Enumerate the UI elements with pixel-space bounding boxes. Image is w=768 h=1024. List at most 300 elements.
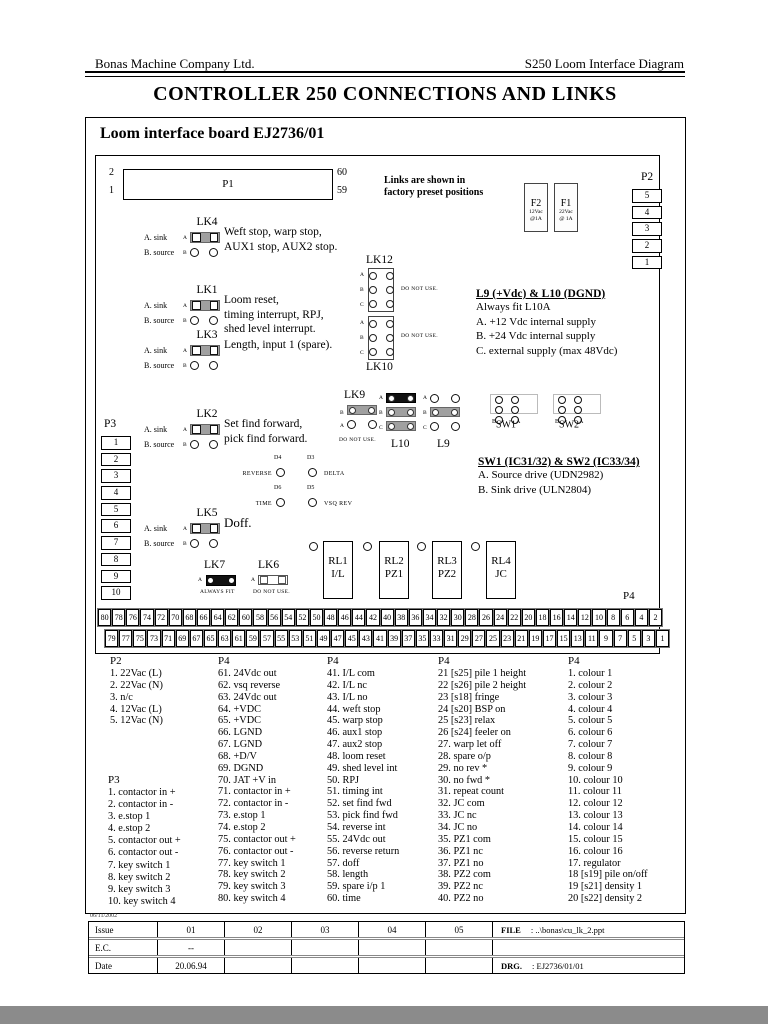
legend-item: 71. contactor in + [218,786,291,798]
issue-cell: 01 [158,922,225,937]
strip-pin: 17 [543,630,556,647]
issue-cell: 02 [225,922,292,937]
legend-item: 7. colour 7 [568,739,613,751]
legend-p4-41-60: P4 41. I/L com 42. I/L nc 43. I/L no 44. weft stop 45. warp stop 46. aux1 stop 47. aux2 stop 48. loom reset 49. shed level int 50. RPJ 51. timing int 52. set find fwd 53. pick find fwd 54. reverse int 55. 24Vdc out 56. reverse return 57. doff 58. length 59. spare i/p 1 60. time [327,655,400,905]
legend-item: 58. length [327,869,369,881]
fuse-f1: F1 22Vac @ 1A [554,183,578,232]
p2-pin-stack [632,189,662,272]
legend-item: 63. 24Vdc out [218,691,277,703]
document-title: S250 Loom Interface Diagram [524,56,684,71]
strip-pin: 72 [155,609,168,626]
legend-item: 20 [s22] density 2 [568,893,643,905]
strip-pin: 29 [458,630,471,647]
legend-item: 13. colour 13 [568,810,623,822]
led-d6-id: D6 [274,485,282,491]
p4-strip-odd [104,629,670,648]
legend-item: 49. shed level int [327,762,398,774]
strip-pin: 43 [359,630,372,647]
sw-note: SW1 (IC31/32) & SW2 (IC33/34) A. Source drive (UDN2982) B. Sink drive (ULN2804) [478,456,640,496]
legend-item: 15. colour 15 [568,833,623,845]
strip-pin: 15 [557,630,570,647]
legend-item: 39. PZ2 nc [438,881,483,893]
p4-strip-even [97,608,663,627]
legend-item: 2. 22Vac (N) [110,679,163,691]
legend-item: 43. I/L no [327,691,368,703]
jumper-lk2: LK2 A. sink B. source A B Set find forward, pick find forward. [144,408,308,449]
strip-pin: 48 [324,609,337,626]
strip-pin: 13 [571,630,584,647]
strip-pin: 61 [232,630,245,647]
legend-item: 22 [s26] pile 2 height [438,679,527,691]
legend-item: 77. key switch 1 [218,857,286,869]
strip-pin: 31 [444,630,457,647]
legend-item: 2. colour 2 [568,679,613,691]
legend-item: 5. colour 5 [568,715,613,727]
strip-pin: 8 [607,609,620,626]
strip-pin: 60 [239,609,252,626]
drg-cell: DRG. : EJ2736/01/01 [501,960,584,971]
legend-p3: P3 1. contactor in + 2. contactor in - 3. e.stop 1 4. e.stop 2 5. contactor out + 6. contactor out - 7. key switch 1 8. key switch 2 9. key switch 3 10. key switch 4 [108,774,181,907]
strip-pin: 27 [472,630,485,647]
legend-item: 59. spare i/p 1 [327,881,386,893]
strip-pin: 18 [536,609,549,626]
strip-pin: 38 [395,609,408,626]
date-cell: 20.06.94 [158,958,225,973]
ec-cell [426,940,493,955]
legend-item: 4. 12Vac (L) [110,703,162,715]
strip-pin: 10 [592,609,605,626]
legend-item: 42. I/L nc [327,679,367,691]
strip-pin: 35 [416,630,429,647]
legend-item: 48. loom reset [327,750,386,762]
legend-item: 29. no rev * [438,762,488,774]
lk12-block [368,268,394,312]
legend-item: 3. e.stop 1 [108,811,151,823]
legend-item: 9. colour 9 [568,762,613,774]
strip-pin: 32 [437,609,450,626]
lk9-row-letters: B A [340,409,344,429]
legend-item: 11. colour 11 [568,786,622,798]
legend-item: 24 [s20] BSP on [438,703,506,715]
legend-item: 69. DGND [218,762,264,774]
relay-led-icon [363,542,372,551]
strip-pin: 14 [564,609,577,626]
legend-item: 5. 12Vac (N) [110,715,163,727]
relay-rl2: RL2 PZ1 [379,541,409,599]
strip-pin: 52 [296,609,309,626]
strip-pin: 70 [169,609,182,626]
p3-pin: 7 [101,536,131,550]
jumper-open-icon [190,248,218,257]
p3-pin: 8 [101,553,131,567]
p3-pin: 10 [101,586,131,600]
led-d6-icon [276,498,285,507]
led-d4-icon [276,468,285,477]
p2-pin: 2 [632,239,662,253]
legend-item: 18 [s19] pile on/off [568,869,648,881]
strip-pin: 34 [423,609,436,626]
legend-p4-61-80: P4 61. 24Vdc out 62. vsq reverse 63. 24Vdc out 64. +VDC 65. +VDC 66. LGND 67. LGND 68. +D/V 69. DGND 70. JAT +V in 71. contactor in + 72. contactor in - 73. e.stop 1 74. e.stop 2 75. contactor out + 76. contactor out - 77. key switch 1 78. key switch 2 79. key switch 3 80. key switch 4 [218,655,296,905]
legend-item: 68. +D/V [218,750,257,762]
strip-pin: 19 [529,630,542,647]
jumper-fitted-icon [190,232,220,243]
led-d4-id: D4 [274,455,282,461]
legend-item: 61. 24Vdc out [218,668,277,679]
strip-pin: 33 [430,630,443,647]
strip-pin: 78 [112,609,125,626]
p2-label: P2 [641,171,654,183]
legend-item: 6. colour 6 [568,727,613,739]
lk10-block [368,316,394,360]
legend-item: 44. weft stop [327,703,381,715]
relay-rl3: RL3 PZ2 [432,541,462,599]
strip-pin: 3 [642,630,655,647]
p3-label: P3 [104,418,117,430]
legend-item: 55. 24Vdc out [327,833,386,845]
lk7-pin: A [198,577,202,583]
jumper-fitted-icon [386,393,416,403]
strip-pin: 69 [176,630,189,647]
p1-pin2: 2 [109,167,114,178]
issue-cell: 04 [359,922,426,937]
led-d5-label: VSQ REV [324,501,353,507]
strip-pin: 24 [494,609,507,626]
l9-block [430,393,460,435]
strip-pin: 62 [225,609,238,626]
strip-pin: 39 [388,630,401,647]
jumper-fitted-icon [347,405,377,415]
p4-label: P4 [623,590,635,602]
strip-pin: 22 [508,609,521,626]
led-d5-id: D5 [307,485,315,491]
jumper-open-icon [430,393,460,403]
legend-item: 16. colour 16 [568,845,623,857]
p1-pin59: 59 [337,185,347,196]
legend-item: 57. doff [327,857,360,869]
lk10-note: DO NOT USE. [401,333,438,339]
jumper-fitted-icon [190,424,220,435]
legend-item: 21 [s25] pile 1 height [438,668,527,679]
ec-cell [292,940,359,955]
led-d3-label: DELTA [324,471,345,477]
legend-item: 54. reverse int [327,821,386,833]
led-d3-icon [308,468,317,477]
date-cell [426,958,493,973]
legend-item: 28. spare o/p [438,750,491,762]
legend-item: 40. PZ2 no [438,893,484,905]
legend-item: 53. pick find fwd [327,810,398,822]
legend-item: 36. PZ1 nc [438,845,483,857]
legend-item: 19 [s21] density 1 [568,881,643,893]
p3-pin-stack [101,436,131,603]
relay-rl1: RL1 I/L [323,541,353,599]
strip-pin: 30 [451,609,464,626]
lk6-pin: A [251,577,255,583]
strip-pin: 53 [289,630,302,647]
strip-pin: 55 [275,630,288,647]
sw1-label: $^BSW1^A$ [492,419,521,431]
p3-pin: 3 [101,469,131,483]
strip-pin: 21 [515,630,528,647]
revision-table [88,921,685,974]
p1-connector: P1 [123,169,333,200]
jumper-fitted-icon [430,407,460,417]
relay-led-icon [471,542,480,551]
legend-item: 47. aux2 stop [327,739,383,751]
legend-item: 79. key switch 3 [218,881,286,893]
legend-p4-1-20: P4 1. colour 1 2. colour 2 3. colour 3 4. colour 4 5. colour 5 6. colour 6 7. colour 7 8. colour 8 9. colour 9 10. colour 10 11. colour 11 12. colour 12 13. colour 13 14. colour 14 15. colour 15 16. colour 16 17. regulator 18 [s19] pile on/off 19 [s21] density 1 20 [s22] density 2 [568,655,648,905]
jumper-open-icon [190,440,218,449]
p3-pin: 2 [101,453,131,467]
strip-pin: 49 [317,630,330,647]
p3-pin: 1 [101,436,131,450]
strip-pin: 63 [218,630,231,647]
lk9-note: DO NOT USE. [339,437,376,443]
page-title: CONTROLLER 250 CONNECTIONS AND LINKS [153,83,617,105]
strip-pin: 51 [303,630,316,647]
p3-pin: 5 [101,503,131,517]
date-cell [359,958,426,973]
strip-pin: 37 [402,630,415,647]
legend-item: 1. contactor in + [108,787,176,798]
legend-item: 70. JAT +V in [218,774,277,786]
p2-pin: 3 [632,222,662,236]
strip-pin: 56 [268,609,281,626]
strip-pin: 26 [479,609,492,626]
board-diagram [95,155,665,654]
strip-pin: 73 [147,630,160,647]
jumper-fitted-icon [190,300,220,311]
strip-pin: 65 [204,630,217,647]
p2-pin: 1 [632,256,662,270]
strip-pin: 45 [345,630,358,647]
lk6-label: LK6 [258,559,280,571]
ec-row: E.C. -- [89,937,684,955]
p3-pin: 4 [101,486,131,500]
strip-pin: 47 [331,630,344,647]
strip-pin: 6 [621,609,634,626]
legend-item: 25 [s23] relax [438,715,496,727]
jumper-lk4: LK4 A. sink B. source A B Weft stop, warp stop, AUX1 stop, AUX2 stop. [144,216,338,257]
legend-item: 74. e.stop 2 [218,821,266,833]
legend-item: 35. PZ1 com [438,833,491,845]
jumper-lk3: LK3 A. sink B. source A B Length, input 1 (spare). [144,329,333,370]
jumper-lk1: LK1 A. sink B. source A B Loom reset, timing interrupt, RPJ, shed level interrupt. [144,284,324,335]
legend-item: 38. PZ2 com [438,869,491,881]
strip-pin: 12 [578,609,591,626]
legend-item: 27. warp let off [438,739,502,751]
strip-pin: 77 [119,630,132,647]
date-cell [292,958,359,973]
legend-item: 50. RPJ [327,774,360,786]
legend-item: 67. LGND [218,739,263,751]
sw1-switch [490,394,538,414]
company-name: Bonas Machine Company Ltd. [95,56,255,71]
p3-pin: 6 [101,519,131,533]
strip-pin: 68 [183,609,196,626]
legend-item: 8. colour 8 [568,750,613,762]
legend-item: 10. colour 10 [568,774,623,786]
p1-pin60: 60 [337,167,347,178]
strip-pin: 71 [162,630,175,647]
strip-pin: 57 [260,630,273,647]
lk6-jumper-icon [258,575,288,585]
legend-item: 45. warp stop [327,715,383,727]
strip-pin: 64 [211,609,224,626]
legend-item: 73. e.stop 1 [218,810,266,822]
viewer-bottom-bar [0,1006,768,1024]
lk7-label: LK7 [204,559,226,571]
legend-item: 5. contactor out + [108,835,181,847]
lk12-row-letters: A B C [360,272,364,308]
board-title: Loom interface board EJ2736/01 [100,125,325,142]
strip-pin: 28 [465,609,478,626]
led-d4-label: REVERSE [242,471,272,477]
strip-pin: 7 [614,630,627,647]
links-note: Links are shown in factory preset positions [384,175,484,198]
ec-cell [225,940,292,955]
strip-pin: 23 [501,630,514,647]
legend-item: 80. key switch 4 [218,893,286,905]
strip-pin: 1 [656,630,669,647]
legend-p4-21-40: P4 21 [s25] pile 1 height 22 [s26] pile 2 height 23 [s18] fringe 24 [s20] BSP on 25 [s23] relax 26 [s24] feeler on 27. warp let off 28. spare o/p 29. no rev * 30. no fwd * 31. repeat count 32. JC com 33. JC nc 34. JC no 35. PZ1 com 36. PZ1 nc 37. PZ1 no 38. PZ2 com 39. PZ2 nc 40. PZ2 no [438,655,527,905]
relay-led-icon [309,542,318,551]
l9-l10-note: L9 (+Vdc) & L10 (DGND) Always fit L10A A. +12 Vdc internal supply B. +24 Vdc internal supply C. external supply (max 48Vdc) [476,288,618,357]
legend-item: 1. 22Vac (L) [110,668,162,679]
strip-pin: 2 [649,609,662,626]
legend-item: 56. reverse return [327,845,400,857]
strip-pin: 46 [338,609,351,626]
ec-cell: -- [158,940,225,955]
legend-item: 34. JC no [438,821,478,833]
led-d6-label: TIME [255,501,272,507]
sw2-label: $^BSW2^A$ [555,419,584,431]
legend-item: 7. key switch 1 [108,859,171,871]
legend-item: 46. aux1 stop [327,727,383,739]
legend-item: 6. contactor out - [108,847,179,859]
legend-item: 3. n/c [110,691,133,703]
fuse-f2: F2 12Vac @1A [524,183,548,232]
legend-item: 23 [s18] fringe [438,691,500,703]
jumper-fitted-icon [190,345,220,356]
l10-block [386,393,416,435]
strip-pin: 74 [140,609,153,626]
legend-item: 32. JC com [438,798,485,810]
strip-pin: 67 [190,630,203,647]
strip-pin: 76 [126,609,139,626]
date-stamp: 06/11/2002 [90,913,118,919]
jumper-open-icon [190,361,218,370]
lk12-label: LK12 [366,254,393,266]
strip-pin: 9 [599,630,612,647]
lk12-note: DO NOT USE. [401,286,438,292]
issue-cell: 05 [426,922,493,937]
lk7-note: ALWAYS FIT [200,589,235,595]
strip-pin: 5 [628,630,641,647]
file-cell: FILE : ..\bonas\cu_lk_2.ppt [501,924,605,935]
strip-pin: 42 [366,609,379,626]
led-d3-id: D3 [307,455,315,461]
legend-item: 75. contactor out + [218,833,296,845]
jumper-open-icon [347,419,377,429]
strip-pin: 25 [486,630,499,647]
p3-pin: 9 [101,570,131,584]
strip-pin: 36 [409,609,422,626]
date-row: Date 20.06.94 DRG. : EJ2736/01/01 [89,955,684,973]
legend-item: 72. contactor in - [218,798,289,810]
date-cell [225,958,292,973]
strip-pin: 20 [522,609,535,626]
header-rule [85,71,685,77]
legend-item: 14. colour 14 [568,821,623,833]
strip-pin: 75 [133,630,146,647]
jumper-fitted-icon [386,407,416,417]
legend-item: 60. time [327,893,361,905]
issue-row: Issue 01 02 03 04 05 FILE : ..\bonas\cu_lk_2.ppt [89,922,684,937]
ec-blank-cell [493,940,684,955]
strip-pin: 16 [550,609,563,626]
strip-pin: 80 [98,609,111,626]
legend-item: 17. regulator [568,857,621,869]
legend-item: 76. contactor out - [218,845,294,857]
legend-item: 1. colour 1 [568,668,613,679]
jumper-fitted-icon [190,523,220,534]
legend-item: 62. vsq reverse [218,679,281,691]
lk7-jumper-icon [206,575,236,586]
issue-cell: 03 [292,922,359,937]
lk10-label: LK10 [366,361,393,373]
l10-label: L10 [391,438,410,450]
sw2-switch [553,394,601,414]
strip-pin: 4 [635,609,648,626]
legend-item: 65. +VDC [218,715,261,727]
l9-row-letters: A B C [423,395,427,431]
legend-item: 51. timing int [327,786,383,798]
legend-item: 12. colour 12 [568,798,623,810]
legend-item: 4. colour 4 [568,703,613,715]
legend-item: 41. I/L com [327,668,375,679]
legend-item: 37. PZ1 no [438,857,484,869]
jumper-lk5: LK5 A. sink B. source A B Doff. [144,507,252,548]
legend-item: 52. set find fwd [327,798,392,810]
legend-item: 2. contactor in - [108,799,174,811]
legend-item: 66. LGND [218,727,263,739]
jumper-open-icon [190,539,218,548]
legend-item: 9. key switch 3 [108,883,171,895]
lk10-row-letters: A B C [360,320,364,356]
legend-item: 78. key switch 2 [218,869,286,881]
jumper-fitted-icon [386,421,416,431]
p1-pin1: 1 [109,185,114,196]
strip-pin: 59 [246,630,259,647]
legend-item: 64. +VDC [218,703,261,715]
lk9-label: LK9 [344,389,366,401]
jumper-open-icon [430,421,460,431]
legend-item: 30. no fwd * [438,774,491,786]
p2-pin: 4 [632,206,662,220]
strip-pin: 40 [381,609,394,626]
legend-item: 4. e.stop 2 [108,823,151,835]
legend-item: 33. JC nc [438,810,477,822]
relay-led-icon [417,542,426,551]
jumper-open-icon [190,316,218,325]
relay-rl4: RL4 JC [486,541,516,599]
led-d5-icon [308,498,317,507]
legend-item: 3. colour 3 [568,691,613,703]
l9-label: L9 [437,438,450,450]
legend-p2: P2 1. 22Vac (L) 2. 22Vac (N) 3. n/c 4. 12Vac (L) 5. 12Vac (N) [110,655,163,727]
legend-item: 8. key switch 2 [108,871,171,883]
